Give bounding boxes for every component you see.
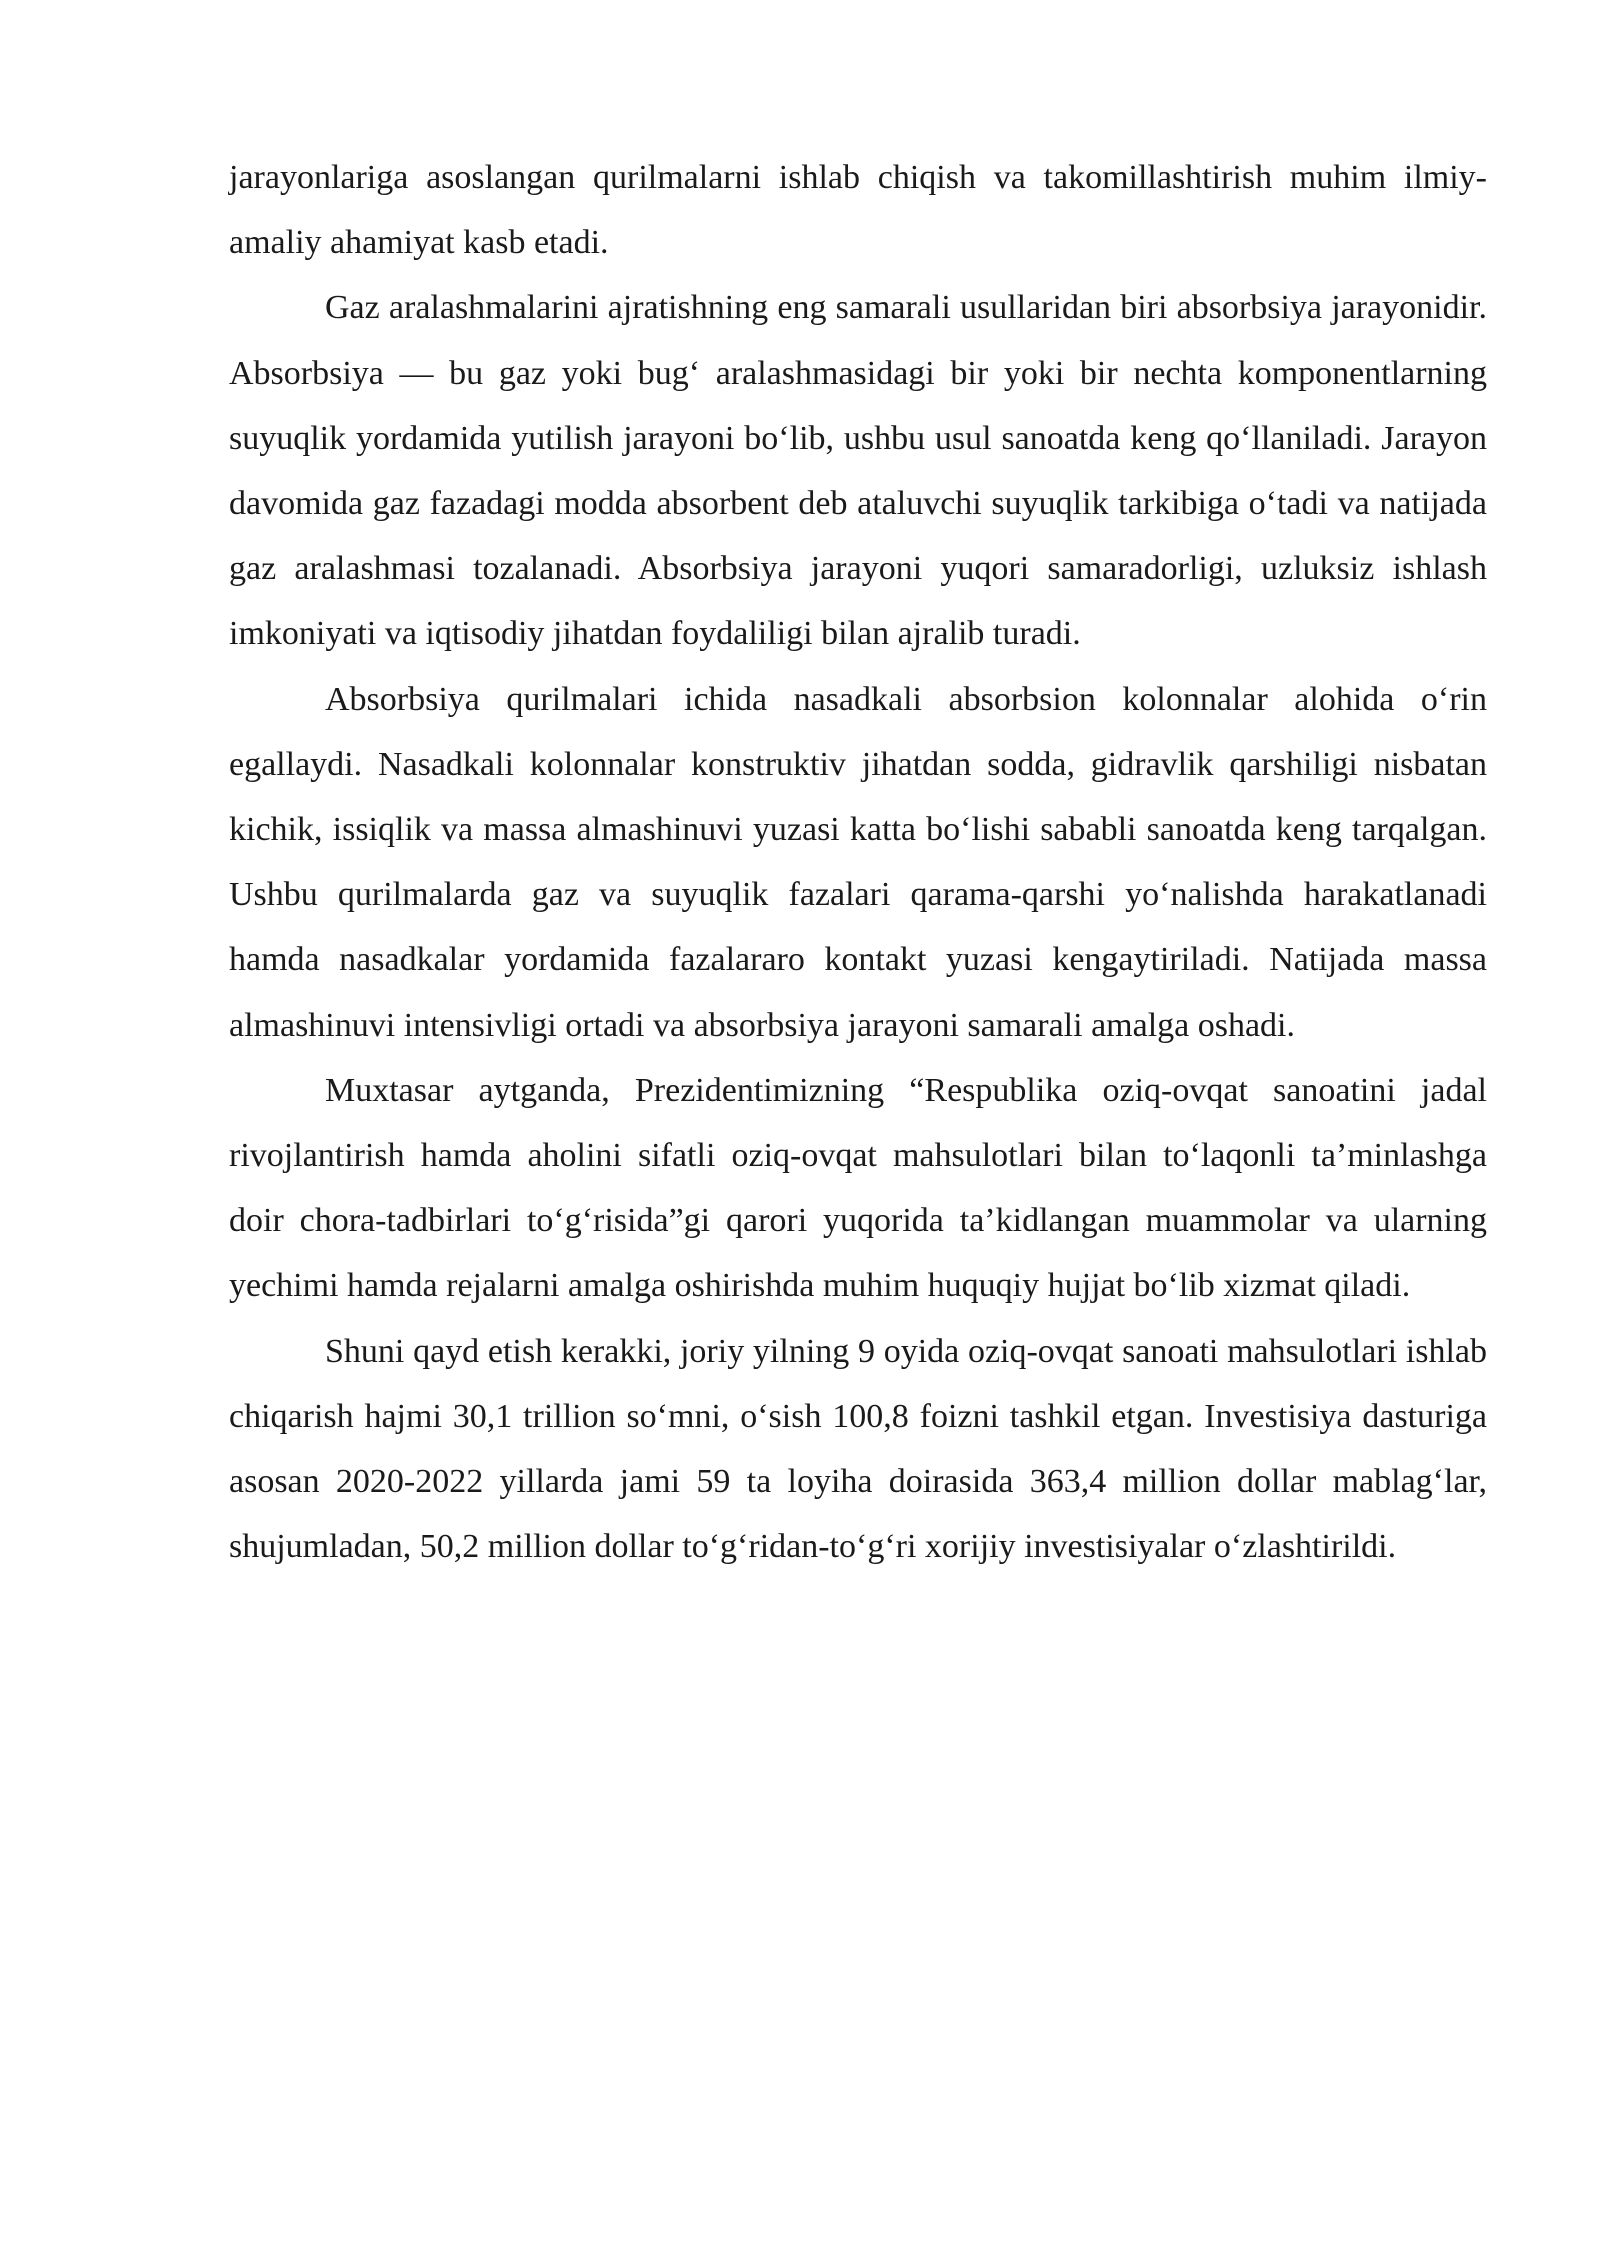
- paragraph-industry-statistics: Shuni qayd etish kerakki, joriy yilning 9 oyida oziq-ovqat sanoati mahsulotlari ishlab chiqarish hajmi 30,1 trillion so‘mni, o‘sish 100,8 foizni tashkil etgan. Investisiya dasturiga asosan 2020-2022 yillarda jami 59 ta loyiha doirasida 363,4 million dollar mablag‘lar, shujumladan, 50,2 million dollar to‘g‘ridan-to‘g‘ri xorijiy investisiyalar o‘zlashtirildi.: [229, 1332, 1487, 1566]
- paragraph-packed-columns: Absorbsiya qurilmalari ichida nasadkali absorbsion kolonnalar alohida o‘rin egallaydi. Nasadkali kolonnalar konstruktiv jihatdan sodda, gidravlik qarshiligi nisbatan kichik, issiqlik va massa almashinuvi yuzasi katta bo‘lishi sababli sanoatda keng tarqalgan. Ushbu qurilmalarda gaz va suyuqlik fazalari qarama-qarshi yo‘nalishda harakatlanadi hamda nasadkalar yordamida fazalararo kontakt yuzasi kengaytiriladi. Natijada massa almashinuvi intensivligi ortadi va absorbsiya jarayoni samarali amalga oshadi.: [229, 680, 1487, 1044]
- paragraph-continuation: jarayonlariga asoslangan qurilmalarni ishlab chiqish va takomillashtirish muhim ilmiy-amaliy ahamiyat kasb etadi.: [229, 159, 1487, 262]
- paragraph-presidential-decree: Muxtasar aytganda, Prezidentimizning “Respublika oziq-ovqat sanoatini jadal rivojlantirish hamda aholini sifatli oziq-ovqat mahsulotlari bilan to‘laqonli ta’minlashga doir chora-tadbirlari to‘g‘risida”gi qarori yuqorida ta’kidlangan muammolar va ularning yechimi hamda rejalarni amalga oshirishda muhim huquqiy hujjat bo‘lib xizmat qiladi.: [229, 1071, 1487, 1305]
- paragraph-absorption-definition: Gaz aralashmalarini ajratishning eng samarali usullaridan biri absorbsiya jarayonidir. Absorbsiya — bu gaz yoki bug‘ aralashmasidagi bir yoki bir nechta komponentlarning suyuqlik yordamida yutilish jarayoni bo‘lib, ushbu usul sanoatda keng qo‘llaniladi. Jarayon davomida gaz fazadagi modda absorbent deb ataluvchi suyuqlik tarkibiga o‘tadi va natijada gaz aralashmasi tozalanadi. Absorbsiya jarayoni yuqori samaradorligi, uzluksiz ishlash imkoniyati va iqtisodiy jihatdan foydaliligi bilan ajralib turadi.: [229, 289, 1487, 653]
- document-body: [229, 145, 1487, 1579]
